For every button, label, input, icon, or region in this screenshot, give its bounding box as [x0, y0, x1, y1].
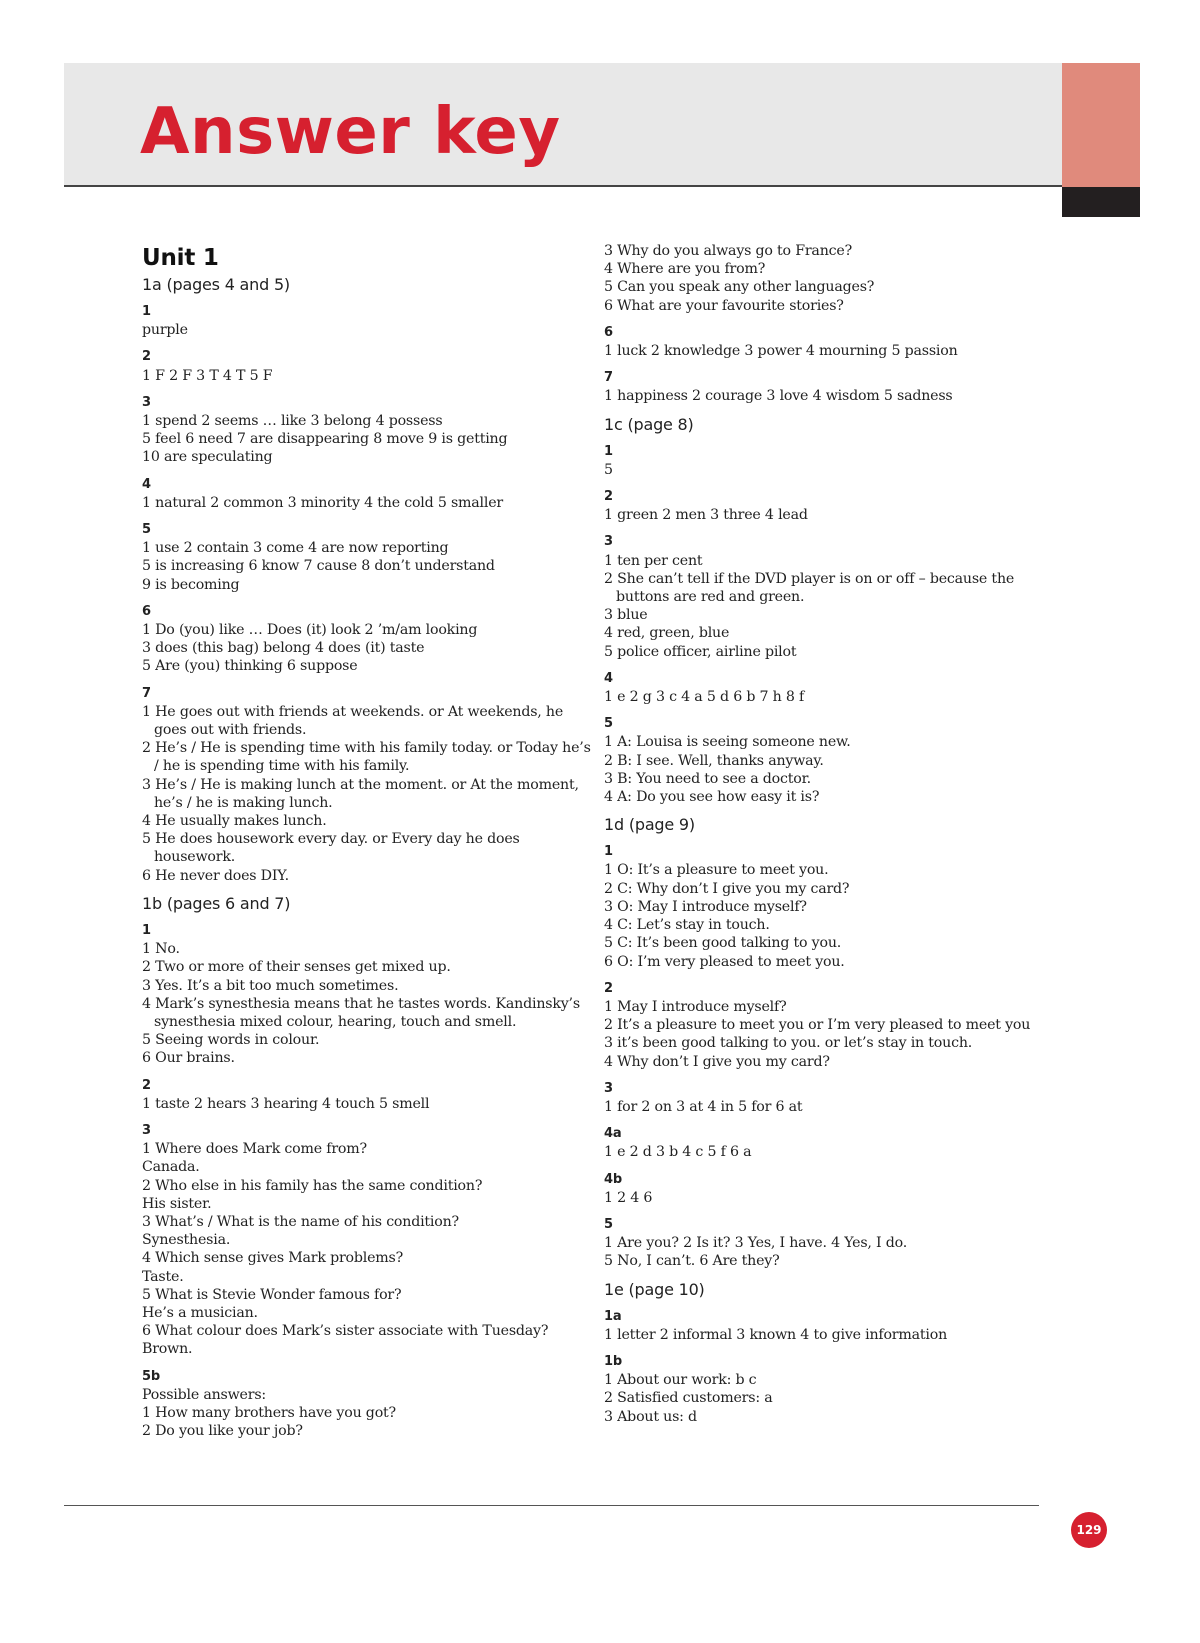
exercise-number: 1: [142, 304, 151, 319]
answer-line: 3 About us: d: [604, 1408, 697, 1425]
answer-line: 3 Why do you always go to France?: [604, 243, 852, 259]
exercise-block: [604, 1171, 1059, 1207]
exercise-number: 3: [142, 394, 151, 410]
answer-line: 9 is becoming: [142, 576, 240, 593]
answer-line: 6 What colour does Mark’s sister associate with Tuesday?: [142, 1323, 549, 1340]
exercise-block: [604, 1216, 1059, 1271]
exercise-number: 4: [142, 476, 151, 492]
answer-line: 2 He’s / He is spending time with his family today. or Today he’s / he is spending time with his family.: [142, 740, 591, 775]
answer-line: 2 Do you like your job?: [142, 1423, 303, 1440]
answer-line: 3 blue: [604, 607, 648, 624]
answer-line: 3 does (this bag) belong 4 does (it) taste: [142, 640, 425, 657]
answer-line: 3 He’s / He is making lunch at the moment. or At the moment, he’s / he is making lunch.: [142, 776, 579, 811]
exercise-block: [604, 488, 1059, 524]
answer-line: 1 No.: [142, 941, 180, 958]
answer-line: 1 F 2 F 3 T 4 T 5 F: [142, 367, 273, 384]
exercise-block: [604, 715, 1059, 806]
exercise-number: 2: [604, 980, 613, 996]
answer-line: 5: [604, 461, 613, 478]
right-column: [604, 242, 1059, 1435]
exercise-block: [142, 394, 597, 467]
answer-line: 4 Mark’s synesthesia means that he tastes words. Kandinsky’s synesthesia mixed colour, hearing, touch and smell.: [142, 995, 580, 1030]
answer-line: 2 Satisfied customers: a: [604, 1390, 773, 1407]
exercise-block: [604, 369, 1059, 405]
exercise-number: 3: [604, 1080, 613, 1096]
answer-line: 1 spend 2 seems … like 3 belong 4 possess: [142, 413, 443, 430]
answer-line: 1 O: It’s a pleasure to meet you.: [604, 862, 829, 879]
section-tab: [1062, 63, 1140, 187]
exercise-block: [142, 1368, 597, 1441]
section-heading: 1a (pages 4 and 5): [142, 275, 290, 294]
answer-line: He’s a musician.: [142, 1304, 258, 1321]
answer-line: 6 O: I’m very pleased to meet you.: [604, 953, 845, 970]
answer-line: 4 A: Do you see how easy it is?: [604, 789, 820, 806]
answer-line: 3 B: You need to see a doctor.: [604, 770, 811, 787]
answer-line: 1 ten per cent: [604, 552, 703, 569]
exercise-number: 4: [604, 670, 613, 686]
exercise-number: 1: [604, 844, 613, 860]
answer-line: 4 C: Let’s stay in touch.: [604, 917, 770, 934]
answer-line: 4 He usually makes lunch.: [142, 813, 327, 830]
answer-line: His sister.: [142, 1195, 212, 1212]
answer-line: 1 May I introduce myself?: [604, 998, 787, 1015]
exercise-block: [604, 533, 1059, 660]
answer-line: 4 Which sense gives Mark problems?: [142, 1250, 404, 1267]
answer-line: 6 What are your favourite stories?: [604, 297, 844, 314]
exercise-block: [604, 843, 1059, 970]
exercise-number: 2: [604, 489, 613, 505]
answer-line: purple: [142, 322, 188, 339]
answer-line: 3 What’s / What is the name of his condition?: [142, 1213, 459, 1230]
answer-line: 5 feel 6 need 7 are disappearing 8 move 9 is getting: [142, 431, 508, 448]
section-tab-marker: [1062, 187, 1140, 217]
exercise-number: 7: [142, 685, 151, 701]
exercise-block: [142, 685, 597, 885]
exercise-number: 3: [604, 534, 613, 550]
answer-line: 5 C: It’s been good talking to you.: [604, 935, 842, 952]
exercise-block: [604, 1308, 1059, 1344]
answer-line: 1 Where does Mark come from?: [142, 1141, 367, 1158]
answer-line: 2 C: Why don’t I give you my card?: [604, 880, 850, 897]
section-heading: 1e (page 10): [604, 1279, 705, 1299]
exercise-block: [604, 1125, 1059, 1161]
answer-line: 3 Yes. It’s a bit too much sometimes.: [142, 977, 399, 994]
answer-line: 1 Are you? 2 Is it? 3 Yes, I have. 4 Yes, I do.: [604, 1235, 908, 1252]
answer-line: 3 it’s been good talking to you. or let’s stay in touch.: [604, 1035, 973, 1052]
exercise-number: 4b: [604, 1171, 622, 1187]
unit-title: Unit 1: [142, 245, 219, 271]
answer-line: 1 natural 2 common 3 minority 4 the cold 5 smaller: [142, 494, 504, 511]
exercise-block: [142, 603, 597, 676]
exercise-number: 5b: [142, 1368, 160, 1384]
exercise-block: [142, 476, 597, 512]
answer-line: 5 Are (you) thinking 6 suppose: [142, 658, 358, 675]
answer-line: 1 He goes out with friends at weekends. or At weekends, he goes out with friends.: [142, 703, 564, 739]
answer-line: 1 letter 2 informal 3 known 4 to give information: [604, 1326, 948, 1343]
answer-line: 1 happiness 2 courage 3 love 4 wisdom 5 sadness: [604, 388, 953, 405]
page-title: Answer key: [140, 95, 561, 169]
answer-line: 6 Our brains.: [142, 1050, 235, 1067]
exercise-number: 3: [142, 1122, 151, 1138]
answer-line: 1 Do (you) like … Does (it) look 2 ’m/am looking: [142, 622, 478, 639]
section-heading: 1b (pages 6 and 7): [142, 893, 291, 913]
exercise-block: [142, 303, 597, 339]
answer-line: 5 He does housework every day. or Every day he does housework.: [142, 831, 520, 866]
footer-rule: [64, 1505, 1039, 1506]
answer-line: 1 for 2 on 3 at 4 in 5 for 6 at: [604, 1098, 803, 1115]
exercise-number: 1: [604, 443, 613, 459]
answer-line: Brown.: [142, 1341, 193, 1358]
answer-line: 2 Who else in his family has the same condition?: [142, 1177, 483, 1194]
answer-line: Canada.: [142, 1159, 200, 1176]
exercise-number: 5: [142, 522, 151, 538]
exercise-block: [604, 324, 1059, 360]
answer-line: 1 luck 2 knowledge 3 power 4 mourning 5 passion: [604, 343, 958, 360]
answer-line: 6 He never does DIY.: [142, 867, 289, 884]
answer-line: Synesthesia.: [142, 1232, 231, 1249]
exercise-block: [604, 242, 1059, 315]
exercise-number: 7: [604, 370, 613, 386]
exercise-block: [142, 1122, 597, 1359]
answer-line: 4 Why don’t I give you my card?: [604, 1053, 830, 1070]
exercise-block: [142, 521, 597, 594]
answer-line: 1 e 2 g 3 c 4 a 5 d 6 b 7 h 8 f: [604, 689, 805, 706]
answer-line: 5 What is Stevie Wonder famous for?: [142, 1286, 402, 1303]
page-number-badge: 129: [1071, 1512, 1107, 1548]
exercise-block: [604, 1353, 1059, 1426]
answer-line: 5 Can you speak any other languages?: [604, 279, 875, 296]
answer-line: 2 Two or more of their senses get mixed up.: [142, 959, 451, 976]
exercise-number: 6: [604, 324, 613, 340]
answer-line: 10 are speculating: [142, 449, 273, 466]
exercise-number: 5: [604, 716, 613, 732]
answer-line: 2 She can’t tell if the DVD player is on or off – because the buttons are red and green.: [604, 570, 1015, 606]
header-rule: [64, 185, 1062, 187]
answer-line: 4 Where are you from?: [604, 261, 766, 278]
exercise-number: 5: [604, 1216, 613, 1232]
exercise-number: 1: [142, 922, 151, 938]
answer-line: 5 police officer, airline pilot: [604, 643, 797, 660]
answer-line: 1 How many brothers have you got?: [142, 1404, 396, 1421]
answer-line: Possible answers:: [142, 1386, 266, 1403]
answer-line: 2 B: I see. Well, thanks anyway.: [604, 752, 824, 769]
answer-line: 5 is increasing 6 know 7 cause 8 don’t understand: [142, 558, 495, 575]
left-column: [142, 242, 597, 1449]
section-heading: 1c (page 8): [604, 414, 694, 434]
answer-line: 1 green 2 men 3 three 4 lead: [604, 507, 808, 524]
answer-line: 5 No, I can’t. 6 Are they?: [604, 1253, 780, 1270]
exercise-number: 6: [142, 603, 151, 619]
exercise-block: [604, 980, 1059, 1071]
answer-line: 1 e 2 d 3 b 4 c 5 f 6 a: [604, 1144, 752, 1161]
exercise-block: [142, 1077, 597, 1113]
answer-line: 3 O: May I introduce myself?: [604, 898, 807, 915]
answer-line: 2 It’s a pleasure to meet you or I’m very pleased to meet you: [604, 1017, 1031, 1034]
answer-line: Taste.: [142, 1268, 184, 1285]
exercise-number: 4a: [604, 1126, 622, 1142]
exercise-number: 2: [142, 349, 151, 365]
answer-line: 1 About our work: b c: [604, 1372, 757, 1389]
exercise-number: 1a: [604, 1308, 622, 1324]
answer-line: 1 use 2 contain 3 come 4 are now reporting: [142, 540, 449, 557]
answer-line: 1 2 4 6: [604, 1189, 653, 1206]
exercise-number: 2: [142, 1077, 151, 1093]
answer-line: 5 Seeing words in colour.: [142, 1032, 320, 1049]
exercise-block: [142, 922, 597, 1068]
answer-line: 1 A: Louisa is seeing someone new.: [604, 734, 851, 751]
exercise-block: [604, 443, 1059, 479]
answer-line: 1 taste 2 hears 3 hearing 4 touch 5 smell: [142, 1095, 430, 1112]
exercise-number: 1b: [604, 1353, 622, 1369]
exercise-block: [604, 1080, 1059, 1116]
answer-line: 4 red, green, blue: [604, 625, 730, 642]
section-heading: 1d (page 9): [604, 815, 695, 835]
exercise-block: [604, 670, 1059, 706]
exercise-block: [142, 348, 597, 384]
